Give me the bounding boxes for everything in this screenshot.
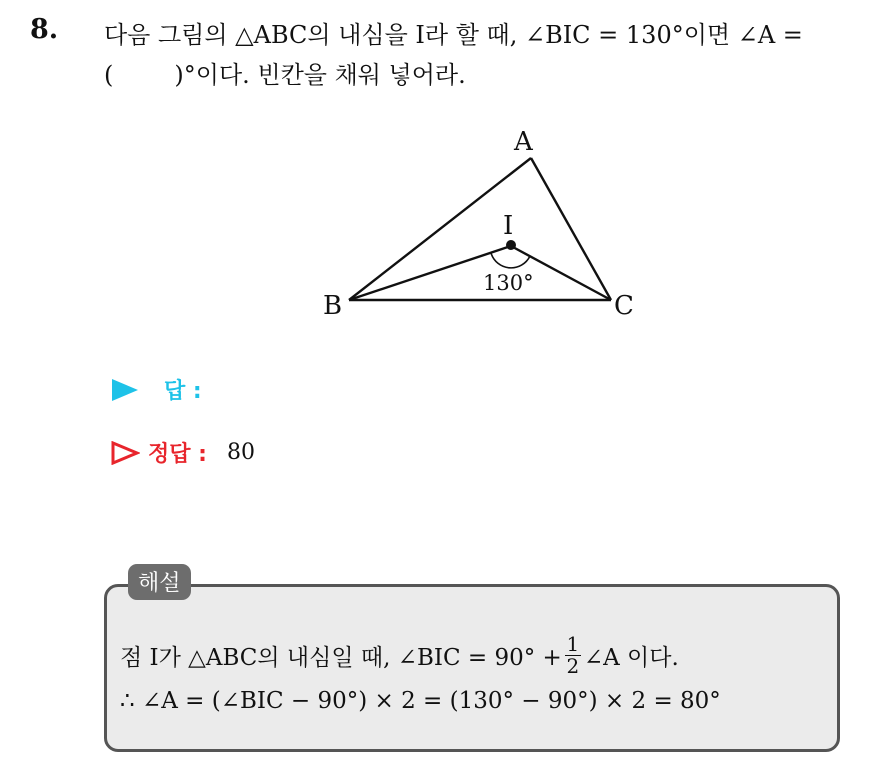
correct-answer-label: 정답 : [148,442,207,467]
question-text-line2: ( )°이다. 빈칸을 채워 넣어라. [104,61,466,89]
angle-label: 130° [483,271,534,295]
correct-answer-value: 80 [226,440,255,465]
fraction-numerator: 1 [566,632,580,656]
incenter-point [506,240,516,250]
answer-marker-icon [110,378,140,402]
angle-arc [491,253,530,268]
answer-label: 답 : [164,379,202,404]
fraction-denominator: 2 [566,654,580,678]
explanation-line1 [120,634,679,677]
vertex-label-a: A [514,127,533,157]
vertex-label-c: C [614,291,634,321]
question-number: 8. [30,14,59,45]
vertex-label-b: B [323,291,343,321]
question-text-line1: 다음 그림의 △ABC의 내심을 I라 할 때, ∠BIC = 130°이면 ∠A = [104,21,803,49]
correct-marker-icon [110,441,140,465]
explanation-tag: 해설 [128,564,191,600]
explanation-line1-after: ∠A 이다. [583,645,679,671]
explanation-line2: ∴ ∠A = (∠BIC − 90°) × 2 = (130° − 90°) × 2 = 80° [120,688,721,714]
incenter-label: I [503,211,514,241]
triangle-figure [0,0,884,360]
answer-row [110,374,202,405]
fraction-one-half [565,634,581,677]
correct-answer-row [110,437,255,468]
explanation-line1-before: 점 I가 △ABC의 내심일 때, ∠BIC = 90° + [120,645,562,671]
